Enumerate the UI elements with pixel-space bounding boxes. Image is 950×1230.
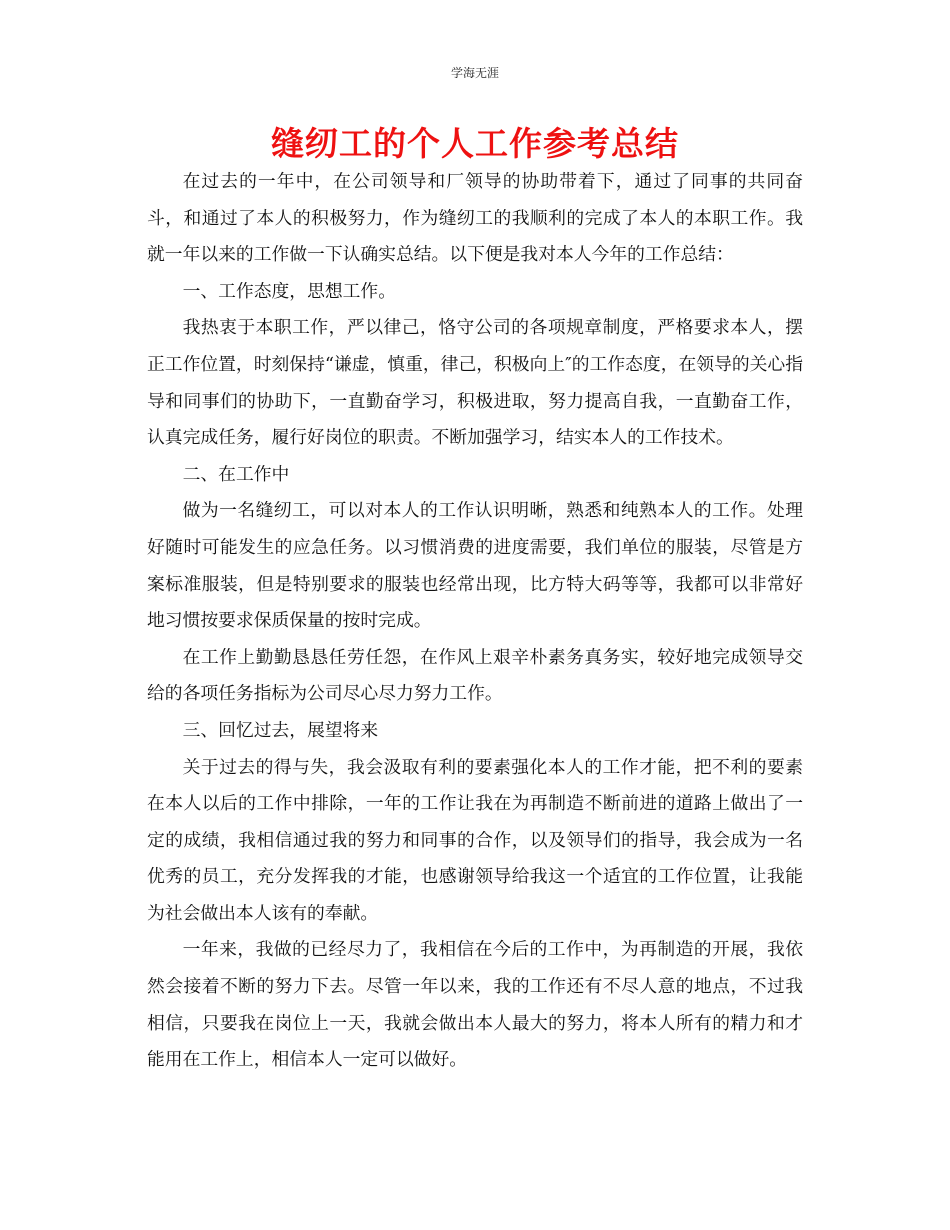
work-paragraph-2: 在工作上勤勤恳恳任劳任怨，在作风上艰辛朴素务真务实，较好地完成领导交给的各项任务指标为公司尽心尽力努力工作。 (147, 646, 803, 705)
work-paragraph-1: 做为一名缝纫工，可以对本人的工作认识明晰，熟悉和纯熟本人的工作。处理好随时可能发生的应急任务。以习惯消费的进度需要，我们单位的服装，尽管是方案标准服装，但是特别要求的服装也经常出现，比方特大码等等，我都可以非常好地习惯按要求保质保量的按时完成。 (147, 500, 803, 632)
document-body (147, 164, 803, 1079)
intro-paragraph: 在过去的一年中，在公司领导和厂领导的协助带着下，通过了同事的共同奋斗，和通过了本人的积极努力，作为缝纫工的我顺利的完成了本人的本职工作。我就一年以来的工作做一下认确实总结。以下便是我对本人今年的工作总结： (147, 171, 803, 266)
document-title: 缝纫工的个人工作参考总结 (271, 124, 679, 163)
section-heading-work: 二、在工作中 (182, 463, 290, 485)
review-paragraph: 关于过去的得与失，我会汲取有利的要素强化本人的工作才能，把不利的要素在本人以后的工作中排除，一年的工作让我在为再制造不断前进的道路上做出了一定的成绩，我相信通过我的努力和同事的合作，以及领导们的指导，我会成为一名优秀的员工，充分发挥我的才能，也感谢领导给我这一个适宜的工作位置，让我能为社会做出本人该有的奉献。 (147, 756, 803, 924)
section-heading-review: 三、回忆过去，展望将来 (182, 719, 379, 741)
section-heading-attitude: 一、工作态度，思想工作。 (182, 280, 396, 302)
closing-paragraph: 一年来，我做的已经尽力了，我相信在今后的工作中，为再制造的开展，我依然会接着不断的努力下去。尽管一年以来，我的工作还有不尽人意的地点，不过我相信，只要我在岗位上一天，我就会做出本人最大的努力，将本人所有的精力和才能用在工作上，相信本人一定可以做好。 (147, 939, 803, 1071)
attitude-paragraph: 我热衷于本职工作，严以律己，恪守公司的各项规章制度，严格要求本人，摆正工作位置，时刻保持“谦虚，慎重，律己，积极向上″的工作态度，在领导的关心指导和同事们的协助下，一直勤奋学习，积极进取，努力提高自我，一直勤奋工作，认真完成任务，履行好岗位的职责。不断加强学习，结实本人的工作技术。 (147, 317, 803, 449)
page-header: 学海无涯 (450, 66, 499, 80)
